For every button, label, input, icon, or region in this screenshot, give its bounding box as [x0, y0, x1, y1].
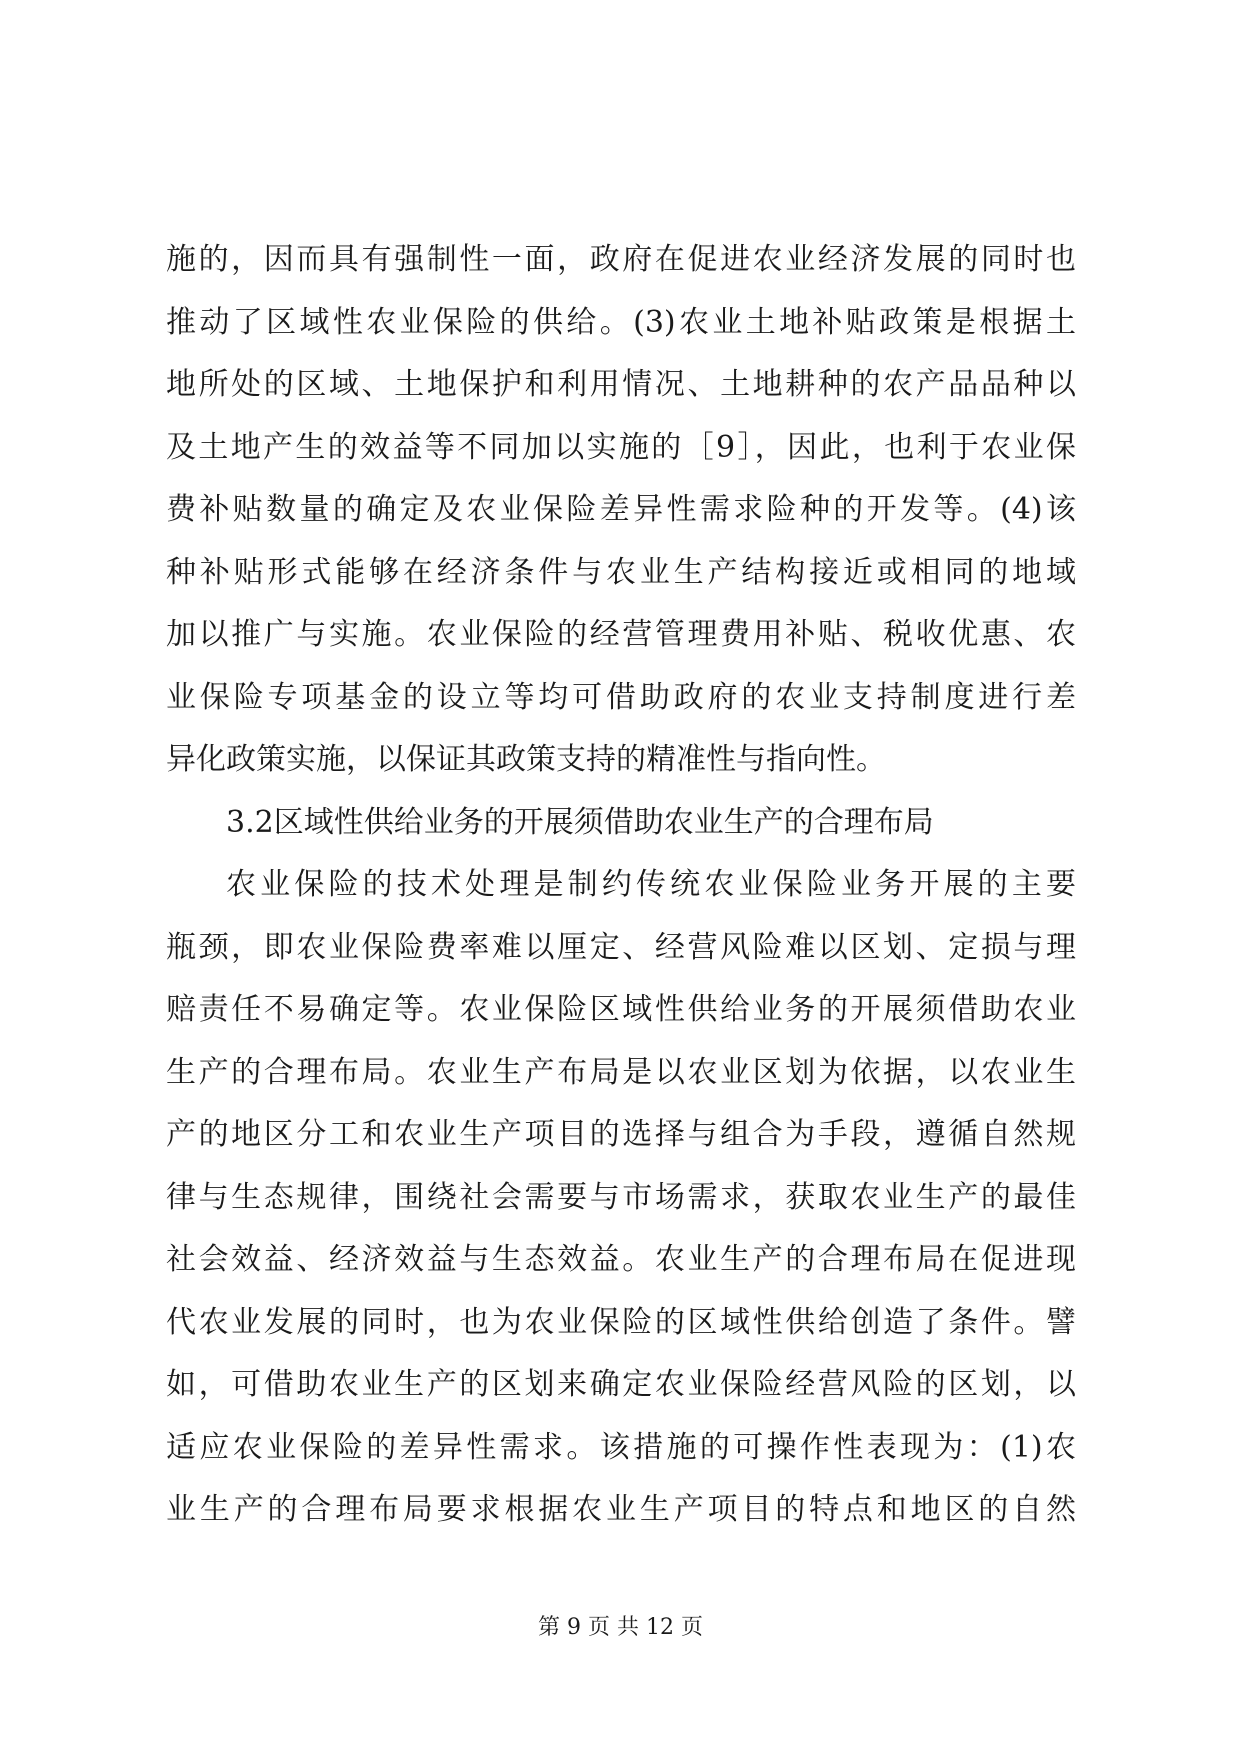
text-line: 业生产的合理布局要求根据农业生产项目的特点和地区的自然	[166, 1492, 1076, 1527]
text-line: 代农业发展的同时，也为农业保险的区域性供给创造了条件。譬	[166, 1304, 1076, 1340]
text-line: 社会效益、经济效益与生态效益。农业生产的合理布局在促进现	[166, 1242, 1076, 1277]
section-heading: 3.2区域性供给业务的开展须借助农业生产的合理布局	[226, 804, 934, 840]
text-line: 适应农业保险的差异性需求。该措施的可操作性表现为：(1)农	[166, 1429, 1076, 1465]
text-line: 种补贴形式能够在经济条件与农业生产结构接近或相同的地域	[166, 554, 1076, 590]
text-line: 及土地产生的效益等不同加以实施的［9］，因此，也利于农业保	[166, 429, 1076, 465]
page-number-footer: 第 9 页 共 12 页	[538, 1615, 703, 1640]
text-line: 业保险专项基金的设立等均可借助政府的农业支持制度进行差	[166, 679, 1076, 715]
text-line: 异化政策实施，以保证其政策支持的精准性与指向性。	[166, 742, 886, 777]
body-text	[166, 229, 1076, 1542]
text-line: 施的，因而具有强制性一面，政府在促进农业经济发展的同时也	[166, 242, 1076, 277]
text-line: 律与生态规律，围绕社会需要与市场需求，获取农业生产的最佳	[166, 1179, 1076, 1215]
text-line: 产的地区分工和农业生产项目的选择与组合为手段，遵循自然规	[166, 1117, 1076, 1152]
text-line: 生产的合理布局。农业生产布局是以农业区划为依据，以农业生	[166, 1054, 1076, 1090]
text-line: 农业保险的技术处理是制约传统农业保险业务开展的主要	[226, 867, 1076, 902]
text-line: 费补贴数量的确定及农业保险差异性需求险种的开发等。(4)该	[166, 492, 1076, 527]
text-line: 如，可借助农业生产的区划来确定农业保险经营风险的区划，以	[166, 1367, 1076, 1402]
text-line: 推动了区域性农业保险的供给。(3)农业土地补贴政策是根据土	[166, 304, 1076, 340]
text-line: 赔责任不易确定等。农业保险区域性供给业务的开展须借助农业	[166, 992, 1076, 1027]
text-line: 瓶颈，即农业保险费率难以厘定、经营风险难以区划、定损与理	[166, 929, 1076, 965]
text-line: 地所处的区域、土地保护和利用情况、土地耕种的农产品品种以	[166, 367, 1076, 402]
text-line: 加以推广与实施。农业保险的经营管理费用补贴、税收优惠、农	[166, 617, 1076, 652]
